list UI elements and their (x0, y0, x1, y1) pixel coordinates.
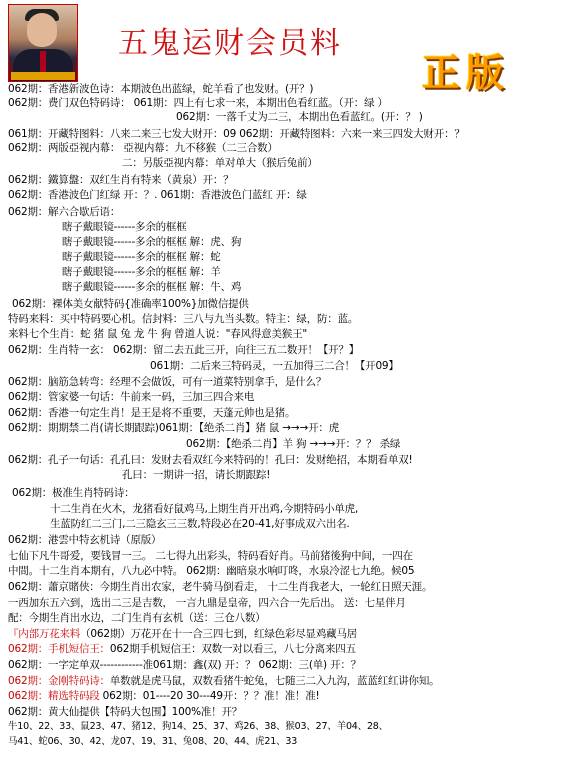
text-line: 瞎子戴眼镜------多余的框框 解：蛇 (62, 251, 221, 263)
text-line: 062期：管家婆一句话：牛前来一码，三加三四合来电 (8, 391, 255, 403)
text-line: 062期：极准生肖特码诗： (12, 487, 135, 499)
text-line (8, 689, 320, 703)
text-line: 瞎子戴眼镜------多余的框框 解：羊 (62, 266, 221, 278)
text-line: 061期：二后来三特码灵，一五加得三二合！【开09】 (150, 360, 399, 372)
text-line: 062期：香港一句定生肖！是王是将不重要，天蓬元帅也是猪。 (8, 407, 296, 419)
text-line: 牛10、22、33、鼠23、47、猪12、狗14、25、37、鸡26、38、猴03、27、羊04、28、 (8, 721, 388, 732)
text-line: 瞎子戴眼镜------多余的框框 (62, 221, 187, 233)
text-line: 062期：脑筋急转弯：经理不会做饭，可有一道菜特别拿手，是什么？ (8, 376, 327, 388)
text-line: 062期：香港新波色诗：本期波色出蓝绿，蛇羊看了也发财。(开？) (8, 83, 314, 95)
text-segment: 062期：01----20 30---49开：？？准！准！准! (99, 690, 320, 702)
text-line: 来料七个生肖：蛇 猪 鼠 兔 龙 牛 狗 曾道人说："春风得意美猴王" (8, 328, 308, 340)
text-line: 062期：两版亞视内幕： 亞视内幕：九不移猴（二三合数） (8, 142, 278, 154)
text-line: 061期：开藏特图料：八来二来三七发大财开：09 062期：开藏特图料：六来一来三四发大财开：？ (8, 128, 465, 140)
text-segment: 062期：金刚特码诗： (8, 675, 110, 687)
text-line: 配：今期生肖出水边，二门生肖有玄机（送：三仓八数） (8, 612, 266, 624)
text-line: 062期：裸体美女献特码{准确率100%}加微信提供 (12, 298, 249, 310)
text-line: 062期：【绝杀二肖】羊 狗 →→→开：？？ 杀绿 (186, 438, 401, 450)
text-line: 特码来料：买中特码要心机。信封料：三八与九当头数。特主：绿，防：蓝。 (8, 313, 359, 325)
text-segment: （062期）万花开在十一合三四七到，红绿色彩尽显鸡藏马居 (80, 628, 358, 640)
text-line: 马41、蛇06、30、42、龙07、19、31、兔08、20、44、虎21、33 (8, 736, 298, 747)
text-segment: 『内部万花来料 (8, 628, 81, 640)
text-segment: 单数就是虎马鼠，双数看猪牛蛇兔，七随三二入九沟，蓝蓝红红讲你知。 (109, 675, 440, 687)
text-line: 瞎子戴眼镜------多余的框框 解：牛、鸡 (62, 281, 242, 293)
text-segment: 062期手机短信王：双数一对以看三，八七分离来四五 (109, 643, 356, 655)
text-line: 七仙下凡牛哥爱，要钱冒一三。 二七得九出彩头，特码看好肖。马前猪後狗中间，一四在 (8, 550, 413, 562)
authentic-stamp: 正版 (422, 51, 511, 95)
text-line: 瞎子戴眼镜------多余的框框 解：虎、狗 (62, 236, 242, 248)
text-line: 十二生肖在火木，龙猪看好鼠鸡马,上期生肖开出鸡,今期特码小单虎, (50, 503, 359, 515)
text-line: 062期：期期禁二肖(请长期跟踪)061期：【绝杀二肖】猪 鼠 →→→开：虎 (8, 422, 339, 434)
text-segment: 062期：手机短信王： (8, 643, 110, 655)
page-title: 五鬼运财会员料 (118, 26, 342, 61)
text-line: 生蓝防红二三门,二三隐玄三三数,特段必在20-41,好事成双六出名. (50, 518, 350, 530)
text-line (8, 674, 439, 688)
text-line: 一西加东五六到，选出二三是吉数， 一言九鼎是皇帝，四六合一先后出。 送：七星伴月 (8, 597, 406, 609)
text-line: 062期：一字定单双------------准061期：鑫(双) 开：？ 062期：三(单) 开：？ (8, 659, 361, 671)
portrait-photo (8, 4, 78, 82)
text-line: 孔曰：一期讲一招，请长期跟踪! (122, 469, 271, 481)
text-line: 中間。十二生肖本期有，八九必中特。 062期：幽暗泉水响叮咚，水泉冷涩七九绝。候05 (8, 565, 415, 577)
text-line (8, 642, 356, 656)
text-line: 062期：蕭京賭侠：今期生肖出农家，老牛骑马倒看走， 十二生肖我老大，一轮红日照天涯。 (8, 581, 433, 593)
text-segment: 062期：精选特码段 (8, 690, 100, 702)
text-line: 062期：黄大仙提供【特码大包围】100%准！开？ (8, 706, 243, 718)
text-line: 二：另版亞视内幕：单对单大（猴后兔前） (122, 157, 318, 169)
text-line: 062期：费门双色特码诗： 061期：四上有七求一来，本期出色看红蓝。（开：绿 ） (8, 97, 388, 109)
text-line: 062期：鐵算盤：双红生肖有特来（黄泉）开：？ (8, 174, 234, 186)
text-line: 062期：孔子一句话：孔孔曰：发财去看双红今来特码的！孔曰：发财绝招，本期看单双! (8, 454, 413, 466)
text-line: 062期：港雲中特玄机诗（原版） (8, 534, 162, 546)
text-line (8, 627, 357, 641)
text-line: 062期：一落千丈为二三，本期出色看蓝红。(开：？ ) (176, 111, 423, 123)
text-line: 062期：香港波色门红绿 开：？. 061期：香港波色门蓝红 开：绿 (8, 189, 307, 201)
text-line: 062期：生肖特一玄： 062期：留二去五此三开，向往三五二数开！【开？】 (8, 344, 360, 356)
text-line: 062期：解六合歇后语： (8, 206, 121, 218)
